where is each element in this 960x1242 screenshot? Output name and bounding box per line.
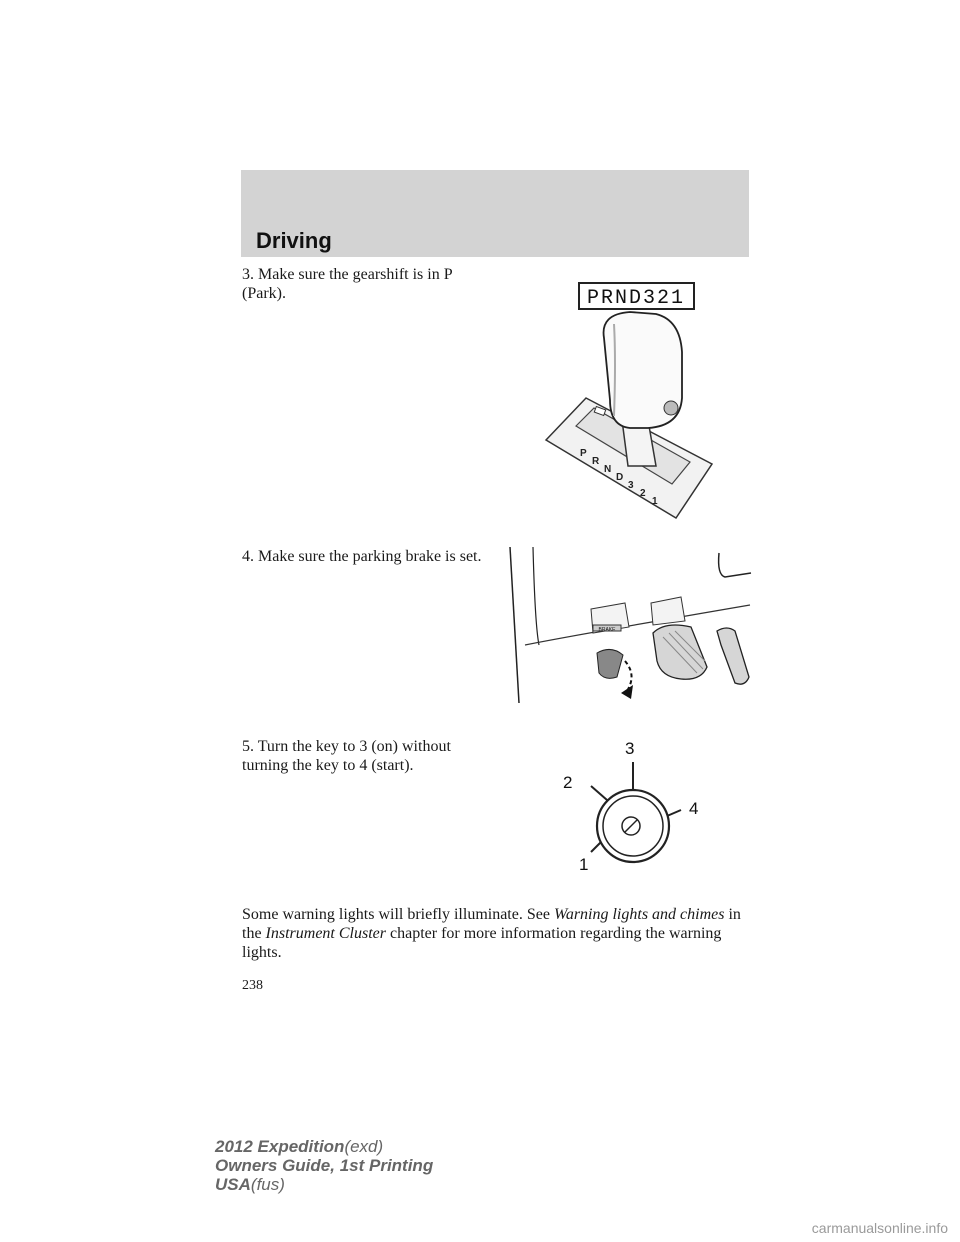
footer-model-code: (exd) <box>344 1137 384 1156</box>
footer-market-code: (fus) <box>250 1175 285 1194</box>
parking-brake-illustration <box>505 545 755 705</box>
gear-label: PRND321 <box>586 287 686 310</box>
note-lead: Some warning lights will briefly illuminate. See <box>242 906 554 923</box>
footer-market: USA <box>215 1175 251 1194</box>
gear-pos-p: P <box>580 448 587 459</box>
header-band <box>241 170 749 257</box>
warning-lights-note <box>242 905 742 962</box>
footer-guide: Owners Guide, 1st Printing <box>215 1156 434 1175</box>
footer-model: 2012 Expedition <box>215 1137 345 1156</box>
ignition-pos-4: 4 <box>689 799 699 818</box>
gear-pos-3: 3 <box>628 480 634 491</box>
section-title: Driving <box>256 228 332 253</box>
gear-pos-n: N <box>604 464 612 475</box>
arrow-down-icon <box>621 685 633 699</box>
brake-pedal-label: BRAKE <box>598 627 616 633</box>
note-tail: chapter for more information regarding the warning lights. <box>242 925 722 961</box>
document-footer <box>215 1137 433 1194</box>
gearshift-illustration <box>530 280 720 525</box>
watermark: carmanualsonline.info <box>811 1220 948 1236</box>
ignition-illustration <box>555 730 715 890</box>
ignition-pos-2: 2 <box>563 773 573 792</box>
gear-pos-2: 2 <box>640 488 646 499</box>
step-ignition-key: 5. Turn the key to 3 (on) without turning the key to 4 (start). <box>242 738 451 774</box>
step-parking-brake: 4. Make sure the parking brake is set. <box>242 548 482 565</box>
note-mid: in the <box>242 906 741 942</box>
ignition-pos-3: 3 <box>625 739 635 758</box>
page-number: 238 <box>242 978 263 993</box>
gear-pos-1: 1 <box>652 496 658 507</box>
step-gearshift-park: 3. Make sure the gearshift is in P (Park). <box>242 266 453 302</box>
gear-pos-d: D <box>616 472 624 483</box>
note-ref-instrument-cluster: Instrument Cluster <box>265 925 386 942</box>
gear-pos-r: R <box>592 456 600 467</box>
ignition-pos-1: 1 <box>579 855 589 874</box>
note-ref-warning-lights: Warning lights and chimes <box>553 906 725 923</box>
